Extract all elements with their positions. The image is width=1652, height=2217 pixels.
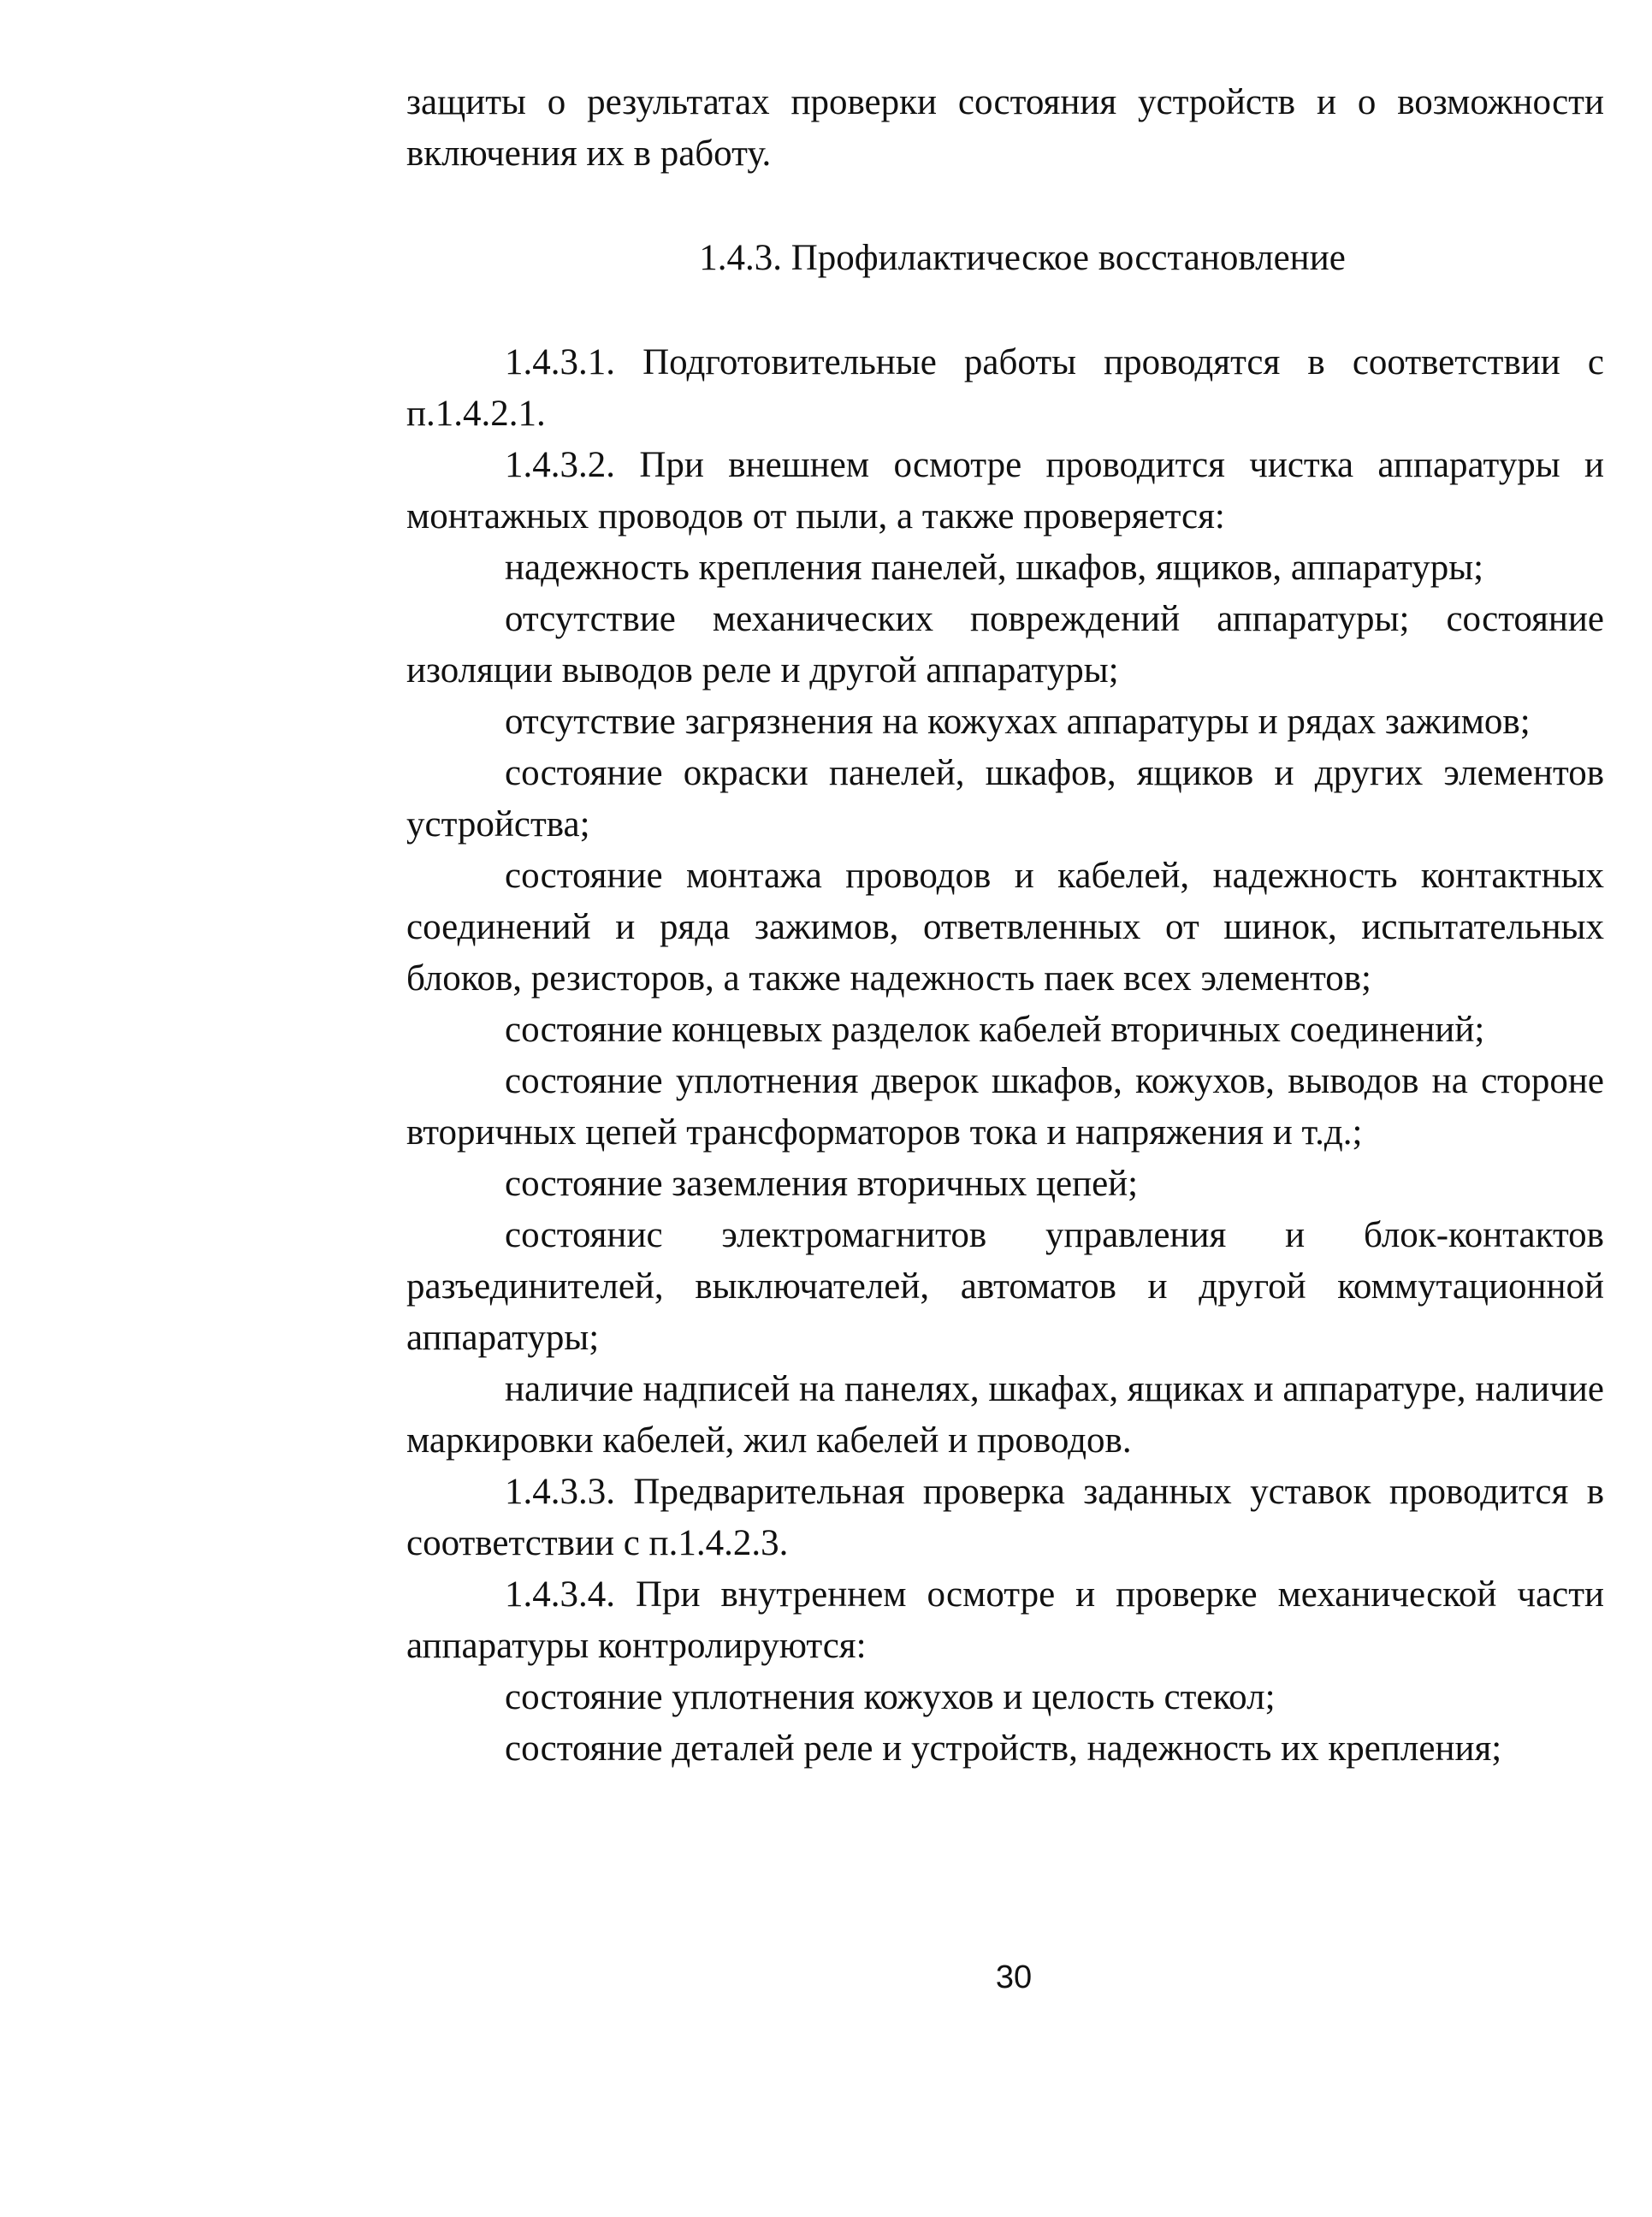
list-item-grounding: состояние заземления вторичных цепей; xyxy=(505,1164,1139,1204)
paragraph-1-4-3-3: 1.4.3.3. Предварительная проверка заданных уставок проводится в соответствии с п.1.4.2.3. xyxy=(406,1472,1604,1563)
list-item-cable-terminations: состояние концевых разделок кабелей вторичных соединений; xyxy=(505,1010,1485,1050)
list-item-mounting-reliability: надежность крепления панелей, шкафов, ящиков, аппаратуры; xyxy=(505,548,1484,588)
list-item-electromagnets: состоянис электромагнитов управления и блок-контактов разъединителей, выключателей, автоматов и другой коммутационной аппаратуры; xyxy=(406,1215,1604,1358)
list-item-labels-marking: наличие надписей на панелях, шкафах, ящиках и аппаратуре, наличие маркировки кабелей, жил кабелей и проводов. xyxy=(406,1369,1604,1461)
list-item-housing-seal: состояние уплотнения кожухов и целость стекол; xyxy=(505,1677,1276,1717)
list-item-relay-parts: состояние деталей реле и устройств, надежность их крепления; xyxy=(505,1728,1502,1769)
paragraph-1-4-3-4: 1.4.3.4. При внутреннем осмотре и проверке механической части аппаратуры контролируются: xyxy=(406,1574,1604,1666)
continuation-paragraph: защиты о результатах проверки состояния устройств и о возможности включения их в работу. xyxy=(406,82,1604,174)
document-page xyxy=(406,77,1604,1775)
paragraph-1-4-3-2: 1.4.3.2. При внешнем осмотре проводится чистка аппаратуры и монтажных проводов от пыли, а также проверяется: xyxy=(406,445,1604,536)
list-item-paint-condition: состояние окраски панелей, шкафов, ящиков и других элементов устройства; xyxy=(406,753,1604,845)
list-item-mechanical-damage: отсутствие механических повреждений аппаратуры; состояние изоляции выводов реле и другой аппаратуры; xyxy=(406,599,1604,691)
page-number: 30 xyxy=(995,1959,1033,1995)
paragraph-1-4-3-1: 1.4.3.1. Подготовительные работы проводятся в соответствии с п.1.4.2.1. xyxy=(406,342,1604,434)
list-item-wiring-condition: состояние монтажа проводов и кабелей, надежность контактных соединений и ряда зажимов, ответвленных от шинок, испытательных блоков, резисторов, а также надежность паек всех элементов; xyxy=(406,856,1604,999)
list-item-seal-condition: состояние уплотнения дверок шкафов, кожухов, выводов на стороне вторичных цепей трансформаторов тока и напряжения и т.д.; xyxy=(406,1061,1604,1153)
section-heading: 1.4.3. Профилактическое восстановление xyxy=(699,238,1346,278)
list-item-contamination: отсутствие загрязнения на кожухах аппаратуры и рядах зажимов; xyxy=(505,702,1531,742)
